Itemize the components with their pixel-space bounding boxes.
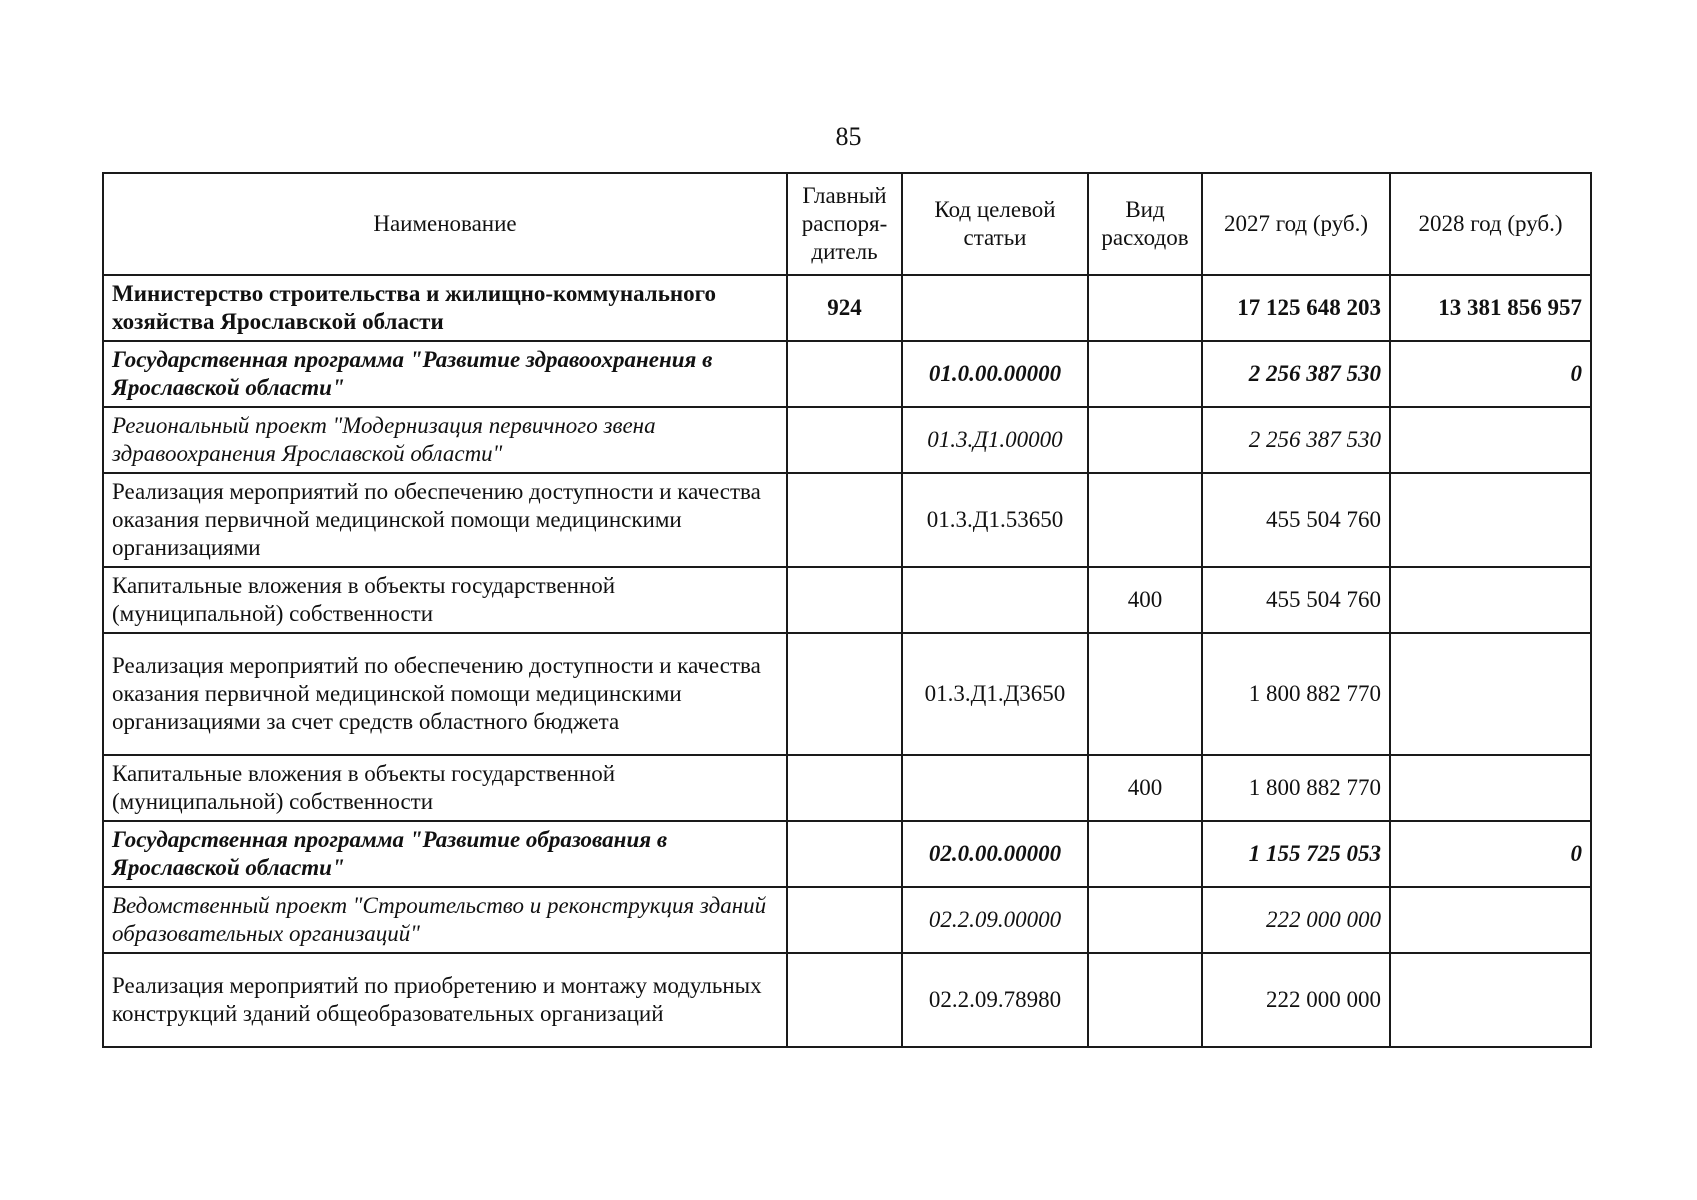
row-expense-type [1088, 953, 1202, 1047]
row-name: Ведомственный проект "Строительство и реконструкция зданий образовательных организаций" [103, 887, 787, 953]
row-code: 01.3.Д1.Д3650 [902, 633, 1088, 755]
row-expense-type [1088, 821, 1202, 887]
table-row [103, 887, 1591, 953]
row-manager [787, 821, 902, 887]
row-2027: 2 256 387 530 [1202, 407, 1390, 473]
row-2028: 0 [1390, 341, 1591, 407]
row-2028: 0 [1390, 821, 1591, 887]
row-manager [787, 633, 902, 755]
row-manager [787, 755, 902, 821]
row-2027: 1 800 882 770 [1202, 755, 1390, 821]
row-code: 01.3.Д1.00000 [902, 407, 1088, 473]
row-2028 [1390, 887, 1591, 953]
row-name: Капитальные вложения в объекты государственной (муниципальной) собственности [103, 567, 787, 633]
row-manager [787, 567, 902, 633]
row-2027: 1 155 725 053 [1202, 821, 1390, 887]
header-name: Наименование [103, 173, 787, 275]
row-expense-type: 400 [1088, 755, 1202, 821]
row-2027: 2 256 387 530 [1202, 341, 1390, 407]
row-expense-type [1088, 407, 1202, 473]
row-name: Реализация мероприятий по приобретению и монтажу модульных конструкций зданий общеобразовательных организаций [103, 953, 787, 1047]
row-code: 02.2.09.78980 [902, 953, 1088, 1047]
row-code: 01.3.Д1.53650 [902, 473, 1088, 567]
row-expense-type [1088, 341, 1202, 407]
table-row [103, 953, 1591, 1047]
row-expense-type [1088, 887, 1202, 953]
row-2027: 222 000 000 [1202, 953, 1390, 1047]
row-2028: 13 381 856 957 [1390, 275, 1591, 341]
row-2028 [1390, 953, 1591, 1047]
row-manager [787, 473, 902, 567]
table-row [103, 567, 1591, 633]
table-row [103, 473, 1591, 567]
row-name: Государственная программа "Развитие образования в Ярославской области" [103, 821, 787, 887]
row-expense-type: 400 [1088, 567, 1202, 633]
header-2028: 2028 год (руб.) [1390, 173, 1591, 275]
table-row [103, 407, 1591, 473]
row-2028 [1390, 407, 1591, 473]
row-manager: 924 [787, 275, 902, 341]
row-code: 02.2.09.00000 [902, 887, 1088, 953]
row-manager [787, 341, 902, 407]
row-2027: 1 800 882 770 [1202, 633, 1390, 755]
row-manager [787, 887, 902, 953]
row-manager [787, 407, 902, 473]
row-2028 [1390, 755, 1591, 821]
row-name: Региональный проект "Модернизация первичного звена здравоохранения Ярославской области" [103, 407, 787, 473]
row-code [902, 567, 1088, 633]
table-row [103, 341, 1591, 407]
row-2028 [1390, 633, 1591, 755]
row-name: Реализация мероприятий по обеспечению доступности и качества оказания первичной медицинской помощи медицинскими организациями [103, 473, 787, 567]
row-code: 01.0.00.00000 [902, 341, 1088, 407]
header-code: Код целевой статьи [902, 173, 1088, 275]
page-number: 85 [835, 122, 862, 151]
row-code: 02.0.00.00000 [902, 821, 1088, 887]
row-code [902, 275, 1088, 341]
row-manager [787, 953, 902, 1047]
row-name: Министерство строительства и жилищно-коммунального хозяйства Ярославской области [103, 275, 787, 341]
row-2027: 455 504 760 [1202, 567, 1390, 633]
table-row [103, 633, 1591, 755]
table-row [103, 275, 1591, 341]
table-header-row [103, 173, 1591, 275]
header-expense-type: Вид расходов [1088, 173, 1202, 275]
row-2027: 455 504 760 [1202, 473, 1390, 567]
table-row [103, 755, 1591, 821]
row-expense-type [1088, 275, 1202, 341]
row-2027: 17 125 648 203 [1202, 275, 1390, 341]
row-name: Реализация мероприятий по обеспечению доступности и качества оказания первичной медицинской помощи медицинскими организациями за счет средств областного бюджета [103, 633, 787, 755]
header-manager: Главный распоря-дитель [787, 173, 902, 275]
row-name: Государственная программа "Развитие здравоохранения в Ярославской области" [103, 341, 787, 407]
header-2027: 2027 год (руб.) [1202, 173, 1390, 275]
row-expense-type [1088, 633, 1202, 755]
row-expense-type [1088, 473, 1202, 567]
row-name: Капитальные вложения в объекты государственной (муниципальной) собственности [103, 755, 787, 821]
row-2027: 222 000 000 [1202, 887, 1390, 953]
row-2028 [1390, 473, 1591, 567]
budget-table [102, 172, 1592, 1048]
row-2028 [1390, 567, 1591, 633]
table-row [103, 821, 1591, 887]
row-code [902, 755, 1088, 821]
